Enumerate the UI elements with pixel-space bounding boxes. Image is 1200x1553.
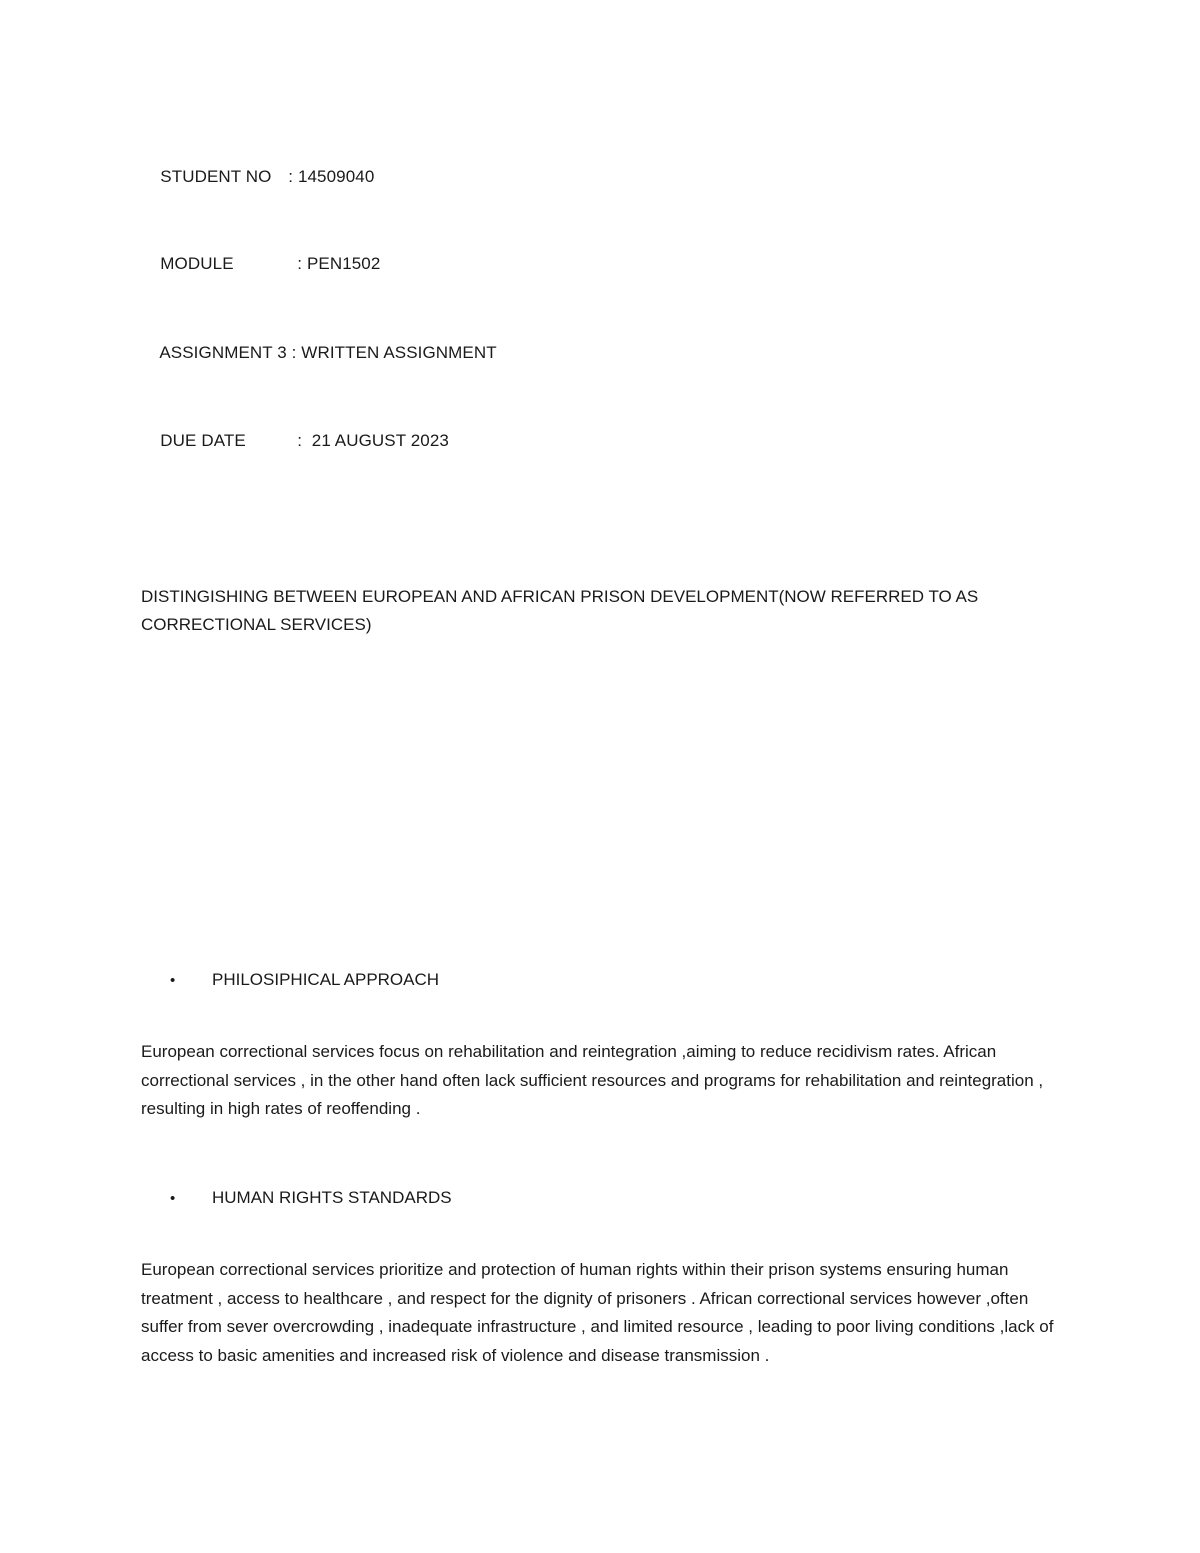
section-heading-human-rights bbox=[170, 1188, 452, 1209]
module-label: MODULE bbox=[160, 254, 234, 273]
student-no-value: : 14509040 bbox=[288, 167, 375, 186]
section-body-philosophical: European correctional services focus on rehabilitation and reintegration ,aiming to reduce recidivism rates. African correctional services , in the other hand often lack sufficient resources and programs for rehabilitation and reintegration , resulting in high rates of reoffending . bbox=[141, 1042, 1044, 1118]
document-title: DISTINGISHING BETWEEN EUROPEAN AND AFRICAN PRISON DEVELOPMENT(NOW REFERRED TO AS CORRECTIONAL SERVICES) bbox=[141, 587, 979, 634]
module-line bbox=[141, 234, 380, 294]
bullet-icon: • bbox=[170, 1190, 176, 1207]
bullet-icon: • bbox=[170, 972, 176, 989]
section-heading-text: PHILOSIPHICAL APPROACH bbox=[212, 970, 440, 989]
student-no-label: STUDENT NO bbox=[160, 167, 272, 186]
due-date-value: : 21 AUGUST 2023 bbox=[297, 431, 449, 450]
due-date-line bbox=[141, 411, 449, 471]
section-heading-text: HUMAN RIGHTS STANDARDS bbox=[212, 1188, 452, 1207]
module-value: : PEN1502 bbox=[297, 254, 381, 273]
assignment-line bbox=[141, 323, 497, 383]
due-date-label: DUE DATE bbox=[160, 431, 246, 450]
student-no-line bbox=[141, 147, 374, 207]
assignment-text: ASSIGNMENT 3 : WRITTEN ASSIGNMENT bbox=[159, 343, 497, 362]
section-body-human-rights: European correctional services prioritize and protection of human rights within their prison systems ensuring human treatment , access to healthcare , and respect for the dignity of prisoners . African correctional services however ,often suffer from sever overcrowding , inadequate infrastructure , and limited resource , leading to poor living conditions ,lack of access to basic amenities and increased risk of violence and disease transmission . bbox=[141, 1260, 1054, 1365]
section-heading-philosophical bbox=[170, 970, 439, 991]
